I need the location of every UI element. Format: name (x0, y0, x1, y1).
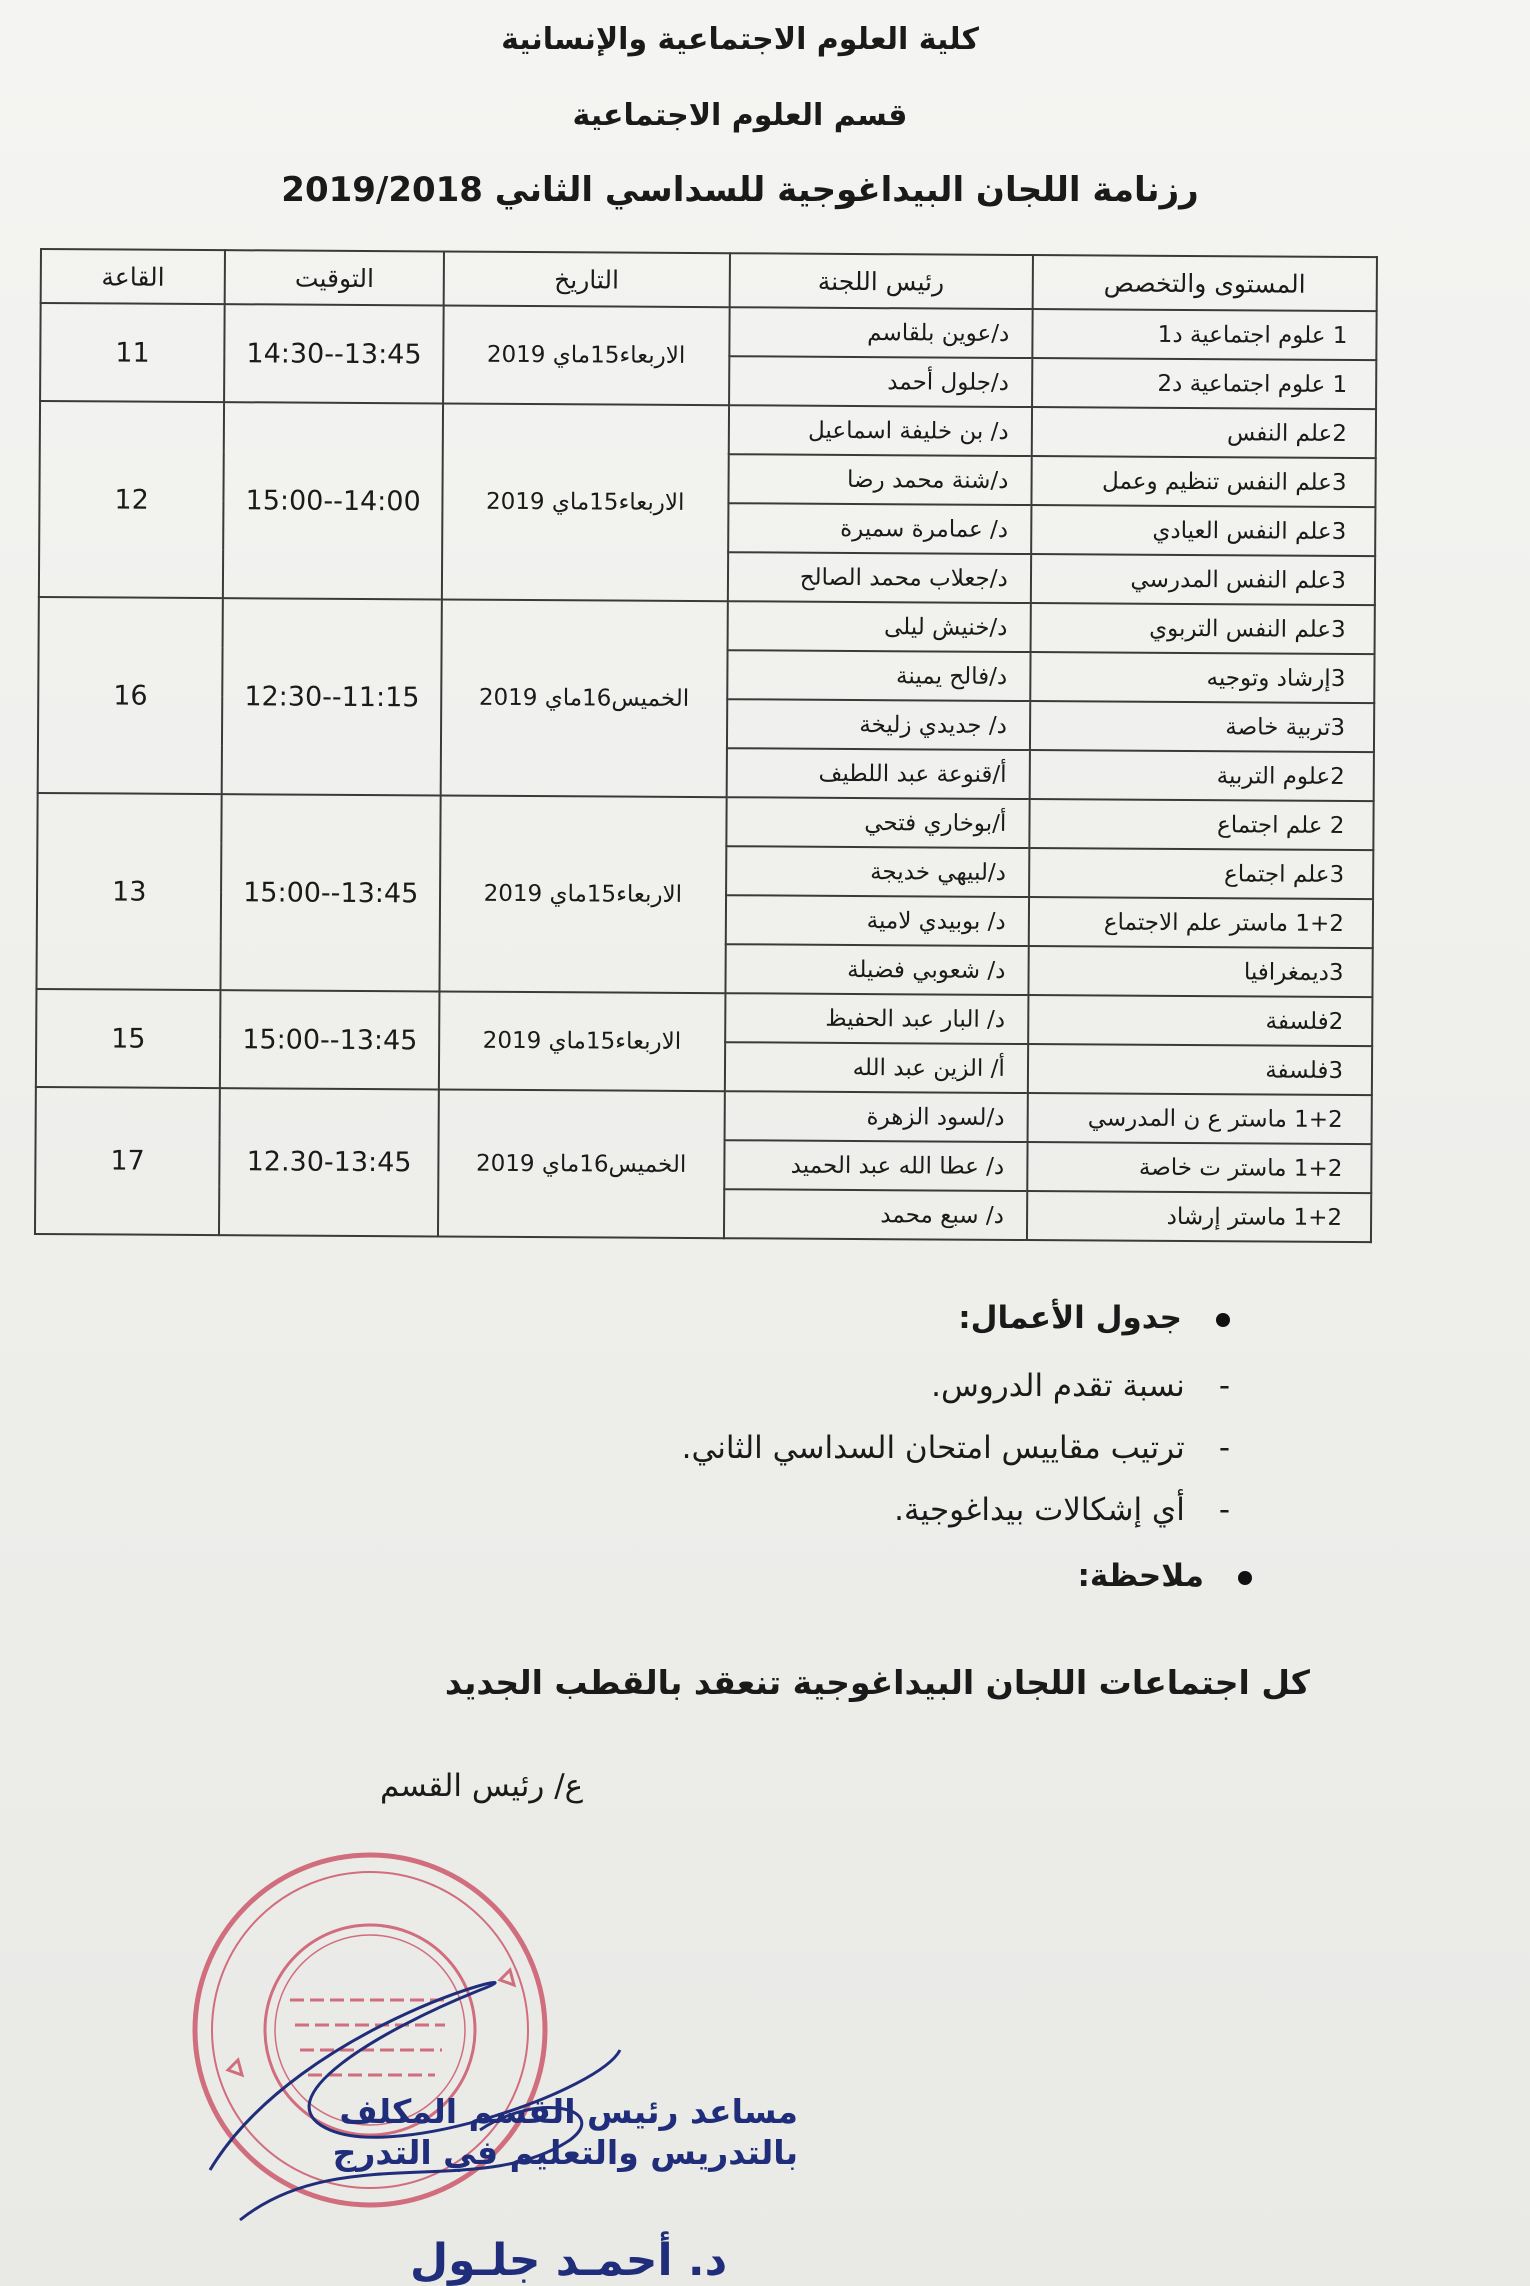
cell-level: 3علم اجتماع (1029, 848, 1374, 899)
cell-chair: د/ عطا الله عبد الحميد (724, 1140, 1027, 1191)
cell-chair: د/لسود الزهرة (724, 1091, 1027, 1142)
table-row (36, 989, 1372, 1046)
agenda-item-text: ترتيب مقاييس امتحان السداسي الثاني. (681, 1430, 1185, 1466)
cell-level: 1+2 ماستر ت خاصة (1027, 1142, 1372, 1193)
cell-chair: د/جعلاب محمد الصالح (727, 552, 1030, 603)
table-row (39, 597, 1375, 654)
cell-date: الاربعاء15ماي 2019 (439, 795, 726, 993)
official-stamp-icon (180, 1840, 640, 2240)
agenda-item: -نسبة تقدم الدروس. (931, 1368, 1230, 1404)
cell-chair: د/ البار عبد الحفيظ (725, 993, 1028, 1044)
cell-date: الاربعاء15ماي 2019 (439, 991, 725, 1091)
document-title: رزنامة اللجان البيداغوجية للسداسي الثاني 2019/2018 (281, 170, 1199, 210)
cell-level: 2فلسفة (1028, 995, 1373, 1046)
cell-chair: د/لبيهي خديجة (726, 846, 1029, 897)
cell-time: 13:45--15:00 (221, 794, 441, 991)
cell-room: 16 (38, 597, 224, 794)
agenda-heading: جدول الأعمال: (958, 1300, 1182, 1336)
table-row (40, 303, 1376, 360)
cell-level: 1+2 ماستر علم الاجتماع (1029, 897, 1374, 948)
bullet-icon (1216, 1313, 1230, 1327)
cell-level: 1 علوم اجتماعية د2 (1032, 358, 1377, 409)
department-title: قسم العلوم الاجتماعية (572, 98, 908, 133)
agenda-item-text: أي إشكالات بيداغوجية. (894, 1492, 1185, 1528)
cell-chair: د/فالح يمينة (727, 650, 1030, 701)
agenda-heading-line (958, 1300, 1230, 1336)
signature-title-line1: مساعد رئيس القسم المكلف (339, 2092, 798, 2131)
schedule-body (35, 303, 1377, 1242)
cell-chair: أ/بوخاري فتحي (726, 797, 1029, 848)
meeting-location-note: كل اجتماعات اللجان البيداغوجية تنعقد بالقطب الجديد (444, 1663, 1310, 1702)
cell-chair: د/جلول أحمد (729, 356, 1032, 407)
cell-time: 13:45--14:30 (224, 304, 443, 403)
cell-level: 3فلسفة (1028, 1044, 1373, 1095)
cell-chair: أ/قنوعة عبد اللطيف (726, 748, 1029, 799)
cell-chair: د/ سبع محمد (724, 1189, 1027, 1240)
table-row (36, 1087, 1372, 1144)
cell-room: 11 (40, 303, 225, 402)
cell-level: 1 علوم اجتماعية د1 (1032, 309, 1377, 360)
cell-level: 3علم النفس العيادي (1031, 505, 1376, 556)
col-header-room: القاعة (41, 249, 226, 304)
cell-level: 1+2 ماستر ع ن المدرسي (1027, 1093, 1372, 1144)
signature-title-line2: بالتدريس والتعليم في التدرج (332, 2133, 798, 2172)
note-heading: ملاحظة: (1077, 1558, 1204, 1594)
cell-room: 17 (35, 1087, 220, 1235)
col-header-level: المستوى والتخصص (1032, 255, 1377, 311)
department-head-label: ع/ رئيس القسم (380, 1768, 584, 1804)
cell-level: 1+2 ماستر إرشاد (1027, 1191, 1372, 1242)
cell-level: 3علم النفس التربوي (1030, 603, 1375, 654)
cell-room: 15 (36, 989, 221, 1088)
cell-level: 2علوم التربية (1029, 750, 1374, 801)
cell-room: 12 (39, 401, 225, 598)
agenda-item: -ترتيب مقاييس امتحان السداسي الثاني. (681, 1430, 1230, 1466)
signature-block (333, 2092, 798, 2172)
signature-name: د. أحمـد جلـول (410, 2235, 728, 2286)
faculty-title: كلية العلوم الاجتماعية والإنسانية (501, 22, 979, 57)
col-header-time: التوقيت (225, 250, 444, 305)
cell-level: 2 علم اجتماع (1029, 799, 1374, 850)
cell-level: 3علم النفس تنظيم وعمل (1031, 456, 1376, 507)
cell-level: 3تربية خاصة (1030, 701, 1375, 752)
cell-level: 3ديمغرافيا (1028, 946, 1373, 997)
cell-time: 11:15--12:30 (222, 598, 442, 795)
cell-room: 13 (36, 793, 222, 990)
table-row (40, 401, 1376, 458)
cell-chair: د/ شعوبي فضيلة (725, 944, 1028, 995)
cell-date: الاربعاء15ماي 2019 (442, 403, 729, 601)
cell-date: الخميس16ماي 2019 (438, 1089, 724, 1238)
table-header-row (41, 249, 1377, 311)
cell-chair: أ/ الزين عبد الله (724, 1042, 1027, 1093)
cell-chair: د/شنة محمد رضا (728, 454, 1031, 505)
schedule-table (34, 248, 1378, 1243)
note-heading-line (1078, 1558, 1252, 1594)
bullet-icon (1238, 1571, 1252, 1585)
cell-level: 2علم النفس (1032, 407, 1377, 458)
cell-chair: د/ بوبيدي لامية (725, 895, 1028, 946)
cell-date: الخميس16ماي 2019 (441, 599, 728, 797)
table-row (37, 793, 1373, 850)
agenda-item-text: نسبة تقدم الدروس. (931, 1368, 1185, 1404)
cell-time: 13:45--15:00 (220, 990, 439, 1089)
cell-chair: د/عوين بلقاسم (729, 307, 1032, 358)
cell-time: 14:00--15:00 (223, 402, 443, 599)
cell-time: 12.30-13:45 (219, 1088, 439, 1236)
cell-chair: د/خنيش ليلى (727, 601, 1030, 652)
cell-chair: د/ بن خليفة اسماعيل (728, 405, 1031, 456)
cell-level: 3إرشاد وتوجيه (1030, 652, 1375, 703)
col-header-chair: رئيس اللجنة (729, 253, 1033, 309)
cell-date: الاربعاء15ماي 2019 (443, 305, 729, 405)
col-header-date: التاريخ (444, 251, 730, 307)
cell-chair: د/ جديدي زليخة (727, 699, 1030, 750)
cell-chair: د/ عمامرة سميرة (728, 503, 1031, 554)
cell-level: 3علم النفس المدرسي (1031, 554, 1376, 605)
agenda-item: -أي إشكالات بيداغوجية. (894, 1492, 1230, 1528)
